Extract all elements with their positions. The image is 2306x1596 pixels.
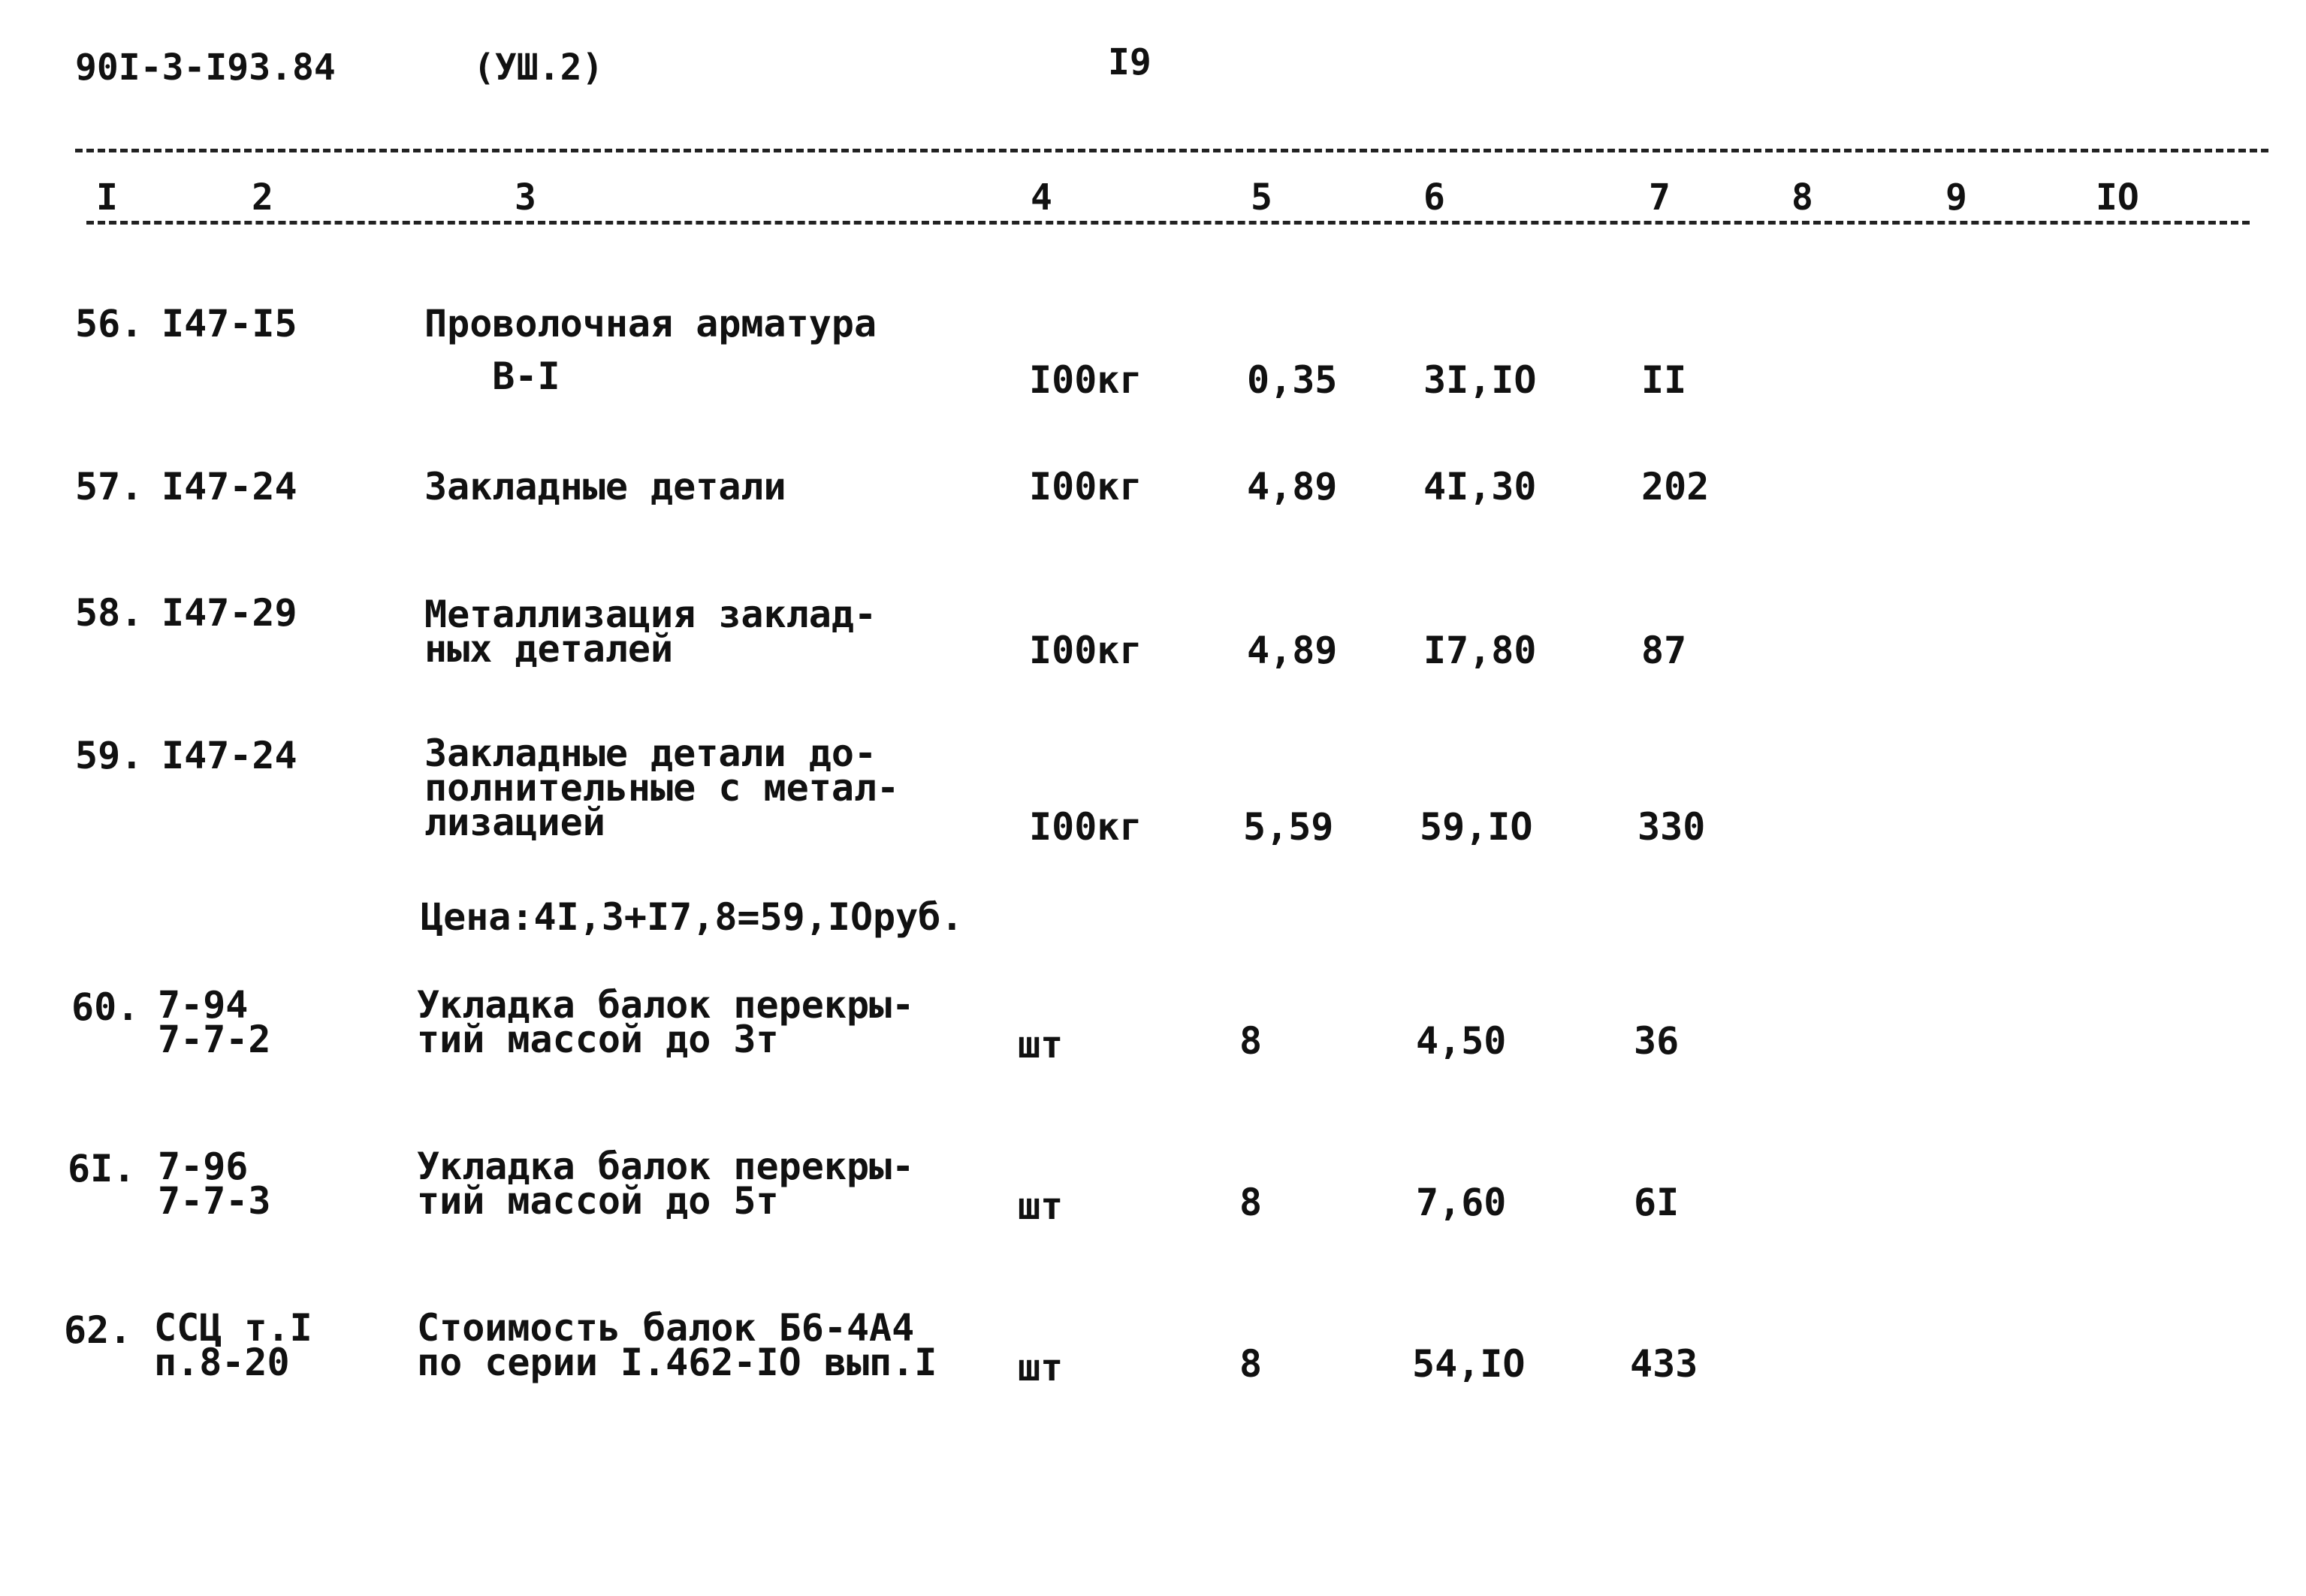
row-description: тий массой до 5т [417, 1179, 779, 1223]
row-unit: I00кг [1029, 629, 1142, 672]
row-description: тий массой до 3т [417, 1018, 779, 1061]
column-header-4: 4 [1031, 176, 1052, 219]
row-code: 7-96 [158, 1145, 249, 1188]
row-description: по серии I.462-IO вып.I [417, 1341, 937, 1384]
row-number: 57. [75, 465, 143, 508]
row-unit: шт [1018, 1184, 1064, 1228]
row-unit: I00кг [1029, 805, 1142, 849]
column-header-2: 2 [252, 176, 273, 219]
row-number: 60. [71, 985, 140, 1029]
row-unit-price: I7,80 [1423, 629, 1537, 672]
row-quantity: 4,89 [1247, 465, 1338, 508]
row-unit-price: 4,50 [1416, 1019, 1507, 1063]
row-description: Укладка балок перекры- [417, 983, 915, 1027]
row-unit: I00кг [1029, 465, 1142, 508]
column-header-8: 8 [1791, 176, 1813, 219]
row-description: полнительные с метал- [424, 766, 900, 810]
row-unit-price: 3I,IO [1423, 358, 1537, 402]
row-code: I47-I5 [161, 302, 297, 345]
row-description: лизацией [424, 801, 605, 844]
document-code: 90I-3-I93.84 [75, 47, 336, 89]
price-note: Цена:4I,3+I7,8=59,IOруб. [421, 895, 964, 939]
row-number: 62. [64, 1308, 132, 1352]
row-number: 56. [75, 302, 143, 345]
row-number: 59. [75, 734, 143, 777]
row-description: Стоимость балок Б6-4А4 [417, 1306, 915, 1350]
row-unit-price: 59,IO [1420, 805, 1533, 849]
row-code: 7-94 [158, 983, 249, 1027]
row-total: 6I [1634, 1181, 1680, 1224]
row-number: 58. [75, 591, 143, 635]
row-description: Укладка балок перекры- [417, 1145, 915, 1188]
column-header-5: 5 [1251, 176, 1272, 219]
row-total: 87 [1641, 629, 1687, 672]
column-header-3: 3 [515, 176, 536, 219]
row-unit-price: 4I,30 [1423, 465, 1537, 508]
row-number: 6I. [68, 1147, 136, 1190]
row-code: I47-24 [161, 465, 297, 508]
row-total: 202 [1641, 465, 1710, 508]
row-code: I47-24 [161, 734, 297, 777]
row-unit: шт [1018, 1023, 1064, 1067]
row-unit-price: 7,60 [1416, 1181, 1507, 1224]
row-description: ных деталей [424, 627, 674, 671]
row-total: II [1641, 358, 1687, 402]
column-header-6: 6 [1423, 176, 1445, 219]
row-quantity: 8 [1239, 1181, 1263, 1224]
row-code: I47-29 [161, 591, 297, 635]
column-header-1: I [96, 176, 118, 219]
column-header-7: 7 [1649, 176, 1671, 219]
row-description: Закладные детали [424, 465, 786, 508]
row-total: 36 [1634, 1019, 1680, 1063]
column-header-10: IO [2096, 176, 2139, 219]
row-description: Металлизация заклад- [424, 593, 877, 636]
row-quantity: 8 [1239, 1342, 1263, 1386]
row-description: Проволочная арматура [424, 302, 877, 345]
row-unit: I00кг [1029, 358, 1142, 402]
row-quantity: 0,35 [1247, 358, 1338, 402]
row-description: Закладные детали до- [424, 732, 877, 775]
row-description: В-I [424, 354, 560, 398]
page-number: I9 [1108, 41, 1151, 83]
header-dashed-rule [86, 221, 2250, 225]
row-code: 7-7-3 [158, 1179, 271, 1223]
row-code: 7-7-2 [158, 1018, 271, 1061]
row-unit-price: 54,IO [1412, 1342, 1526, 1386]
row-code: ССЦ т.I [154, 1306, 312, 1350]
row-quantity: 5,59 [1243, 805, 1334, 849]
row-quantity: 4,89 [1247, 629, 1338, 672]
row-quantity: 8 [1239, 1019, 1263, 1063]
issue-label: (УШ.2) [473, 47, 604, 89]
top-dashed-rule [75, 149, 2268, 152]
row-total: 330 [1637, 805, 1706, 849]
row-code: п.8-20 [154, 1341, 290, 1384]
column-header-9: 9 [1945, 176, 1967, 219]
row-unit: шт [1018, 1346, 1064, 1389]
row-total: 433 [1630, 1342, 1698, 1386]
